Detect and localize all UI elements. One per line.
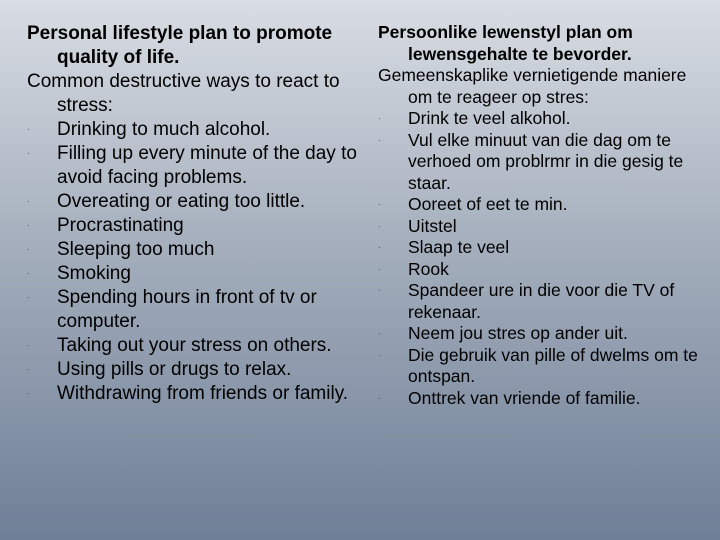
list-item: · Procrastinating (27, 215, 184, 236)
list-item: · Slaap te veel (378, 237, 510, 257)
bullet-icon: · (27, 365, 30, 374)
english-list (27, 118, 357, 406)
afrikaans-heading: Persoonlike lewenstyl plan om lewensgehalte te bevorder. (378, 22, 633, 64)
english-column (27, 22, 357, 406)
list-item: · Overeating or eating too little. (27, 191, 306, 212)
list-item: · Using pills or drugs to relax. (27, 359, 292, 380)
bullet-icon: · (27, 341, 30, 350)
bullet-icon: · (378, 114, 381, 123)
afrikaans-column (378, 22, 713, 409)
english-heading: Personal lifestyle plan to promote quality of life. (27, 23, 333, 68)
list-item: · Onttrek van vriende of familie. (378, 387, 641, 408)
list-item: · Drinking to much alcohol. (27, 119, 271, 140)
bullet-icon: · (378, 200, 381, 209)
bullet-icon: · (378, 221, 381, 231)
bullet-icon: · (27, 149, 30, 158)
list-item: · Vul elke minuut van die dag om te verhoed om problrmr in die gesig te staar. (378, 129, 684, 193)
list-item: · Filling up every minute of the day to avoid facing problems. (27, 143, 357, 188)
list-item: · Die gebruik van pille of dwelms om te ontspan. (378, 344, 698, 386)
bullet-icon: · (27, 125, 30, 134)
bullet-icon: · (27, 245, 30, 254)
list-item: · Sleeping too much (27, 239, 215, 260)
list-item: · Rook (378, 258, 449, 279)
bullet-icon: · (378, 243, 381, 252)
bullet-icon: · (378, 350, 381, 360)
bullet-icon: · (27, 389, 30, 398)
list-item: · Spending hours in front of tv or computer. (27, 287, 317, 332)
bullet-icon: · (27, 221, 30, 230)
list-item: · Neem jou stres op ander uit. (378, 323, 628, 343)
bullet-icon: · (378, 329, 381, 338)
bullet-icon: · (378, 286, 381, 295)
list-item: · Smoking (27, 263, 131, 284)
english-intro: Common destructive ways to react to stress: (27, 71, 340, 116)
bullet-icon: · (27, 269, 30, 278)
bullet-icon: · (378, 135, 381, 145)
list-item: · Taking out your stress on others. (27, 335, 332, 356)
bullet-icon: · (378, 264, 381, 274)
bullet-icon: · (27, 197, 30, 206)
bullet-icon: · (27, 293, 30, 302)
list-item: · Spandeer ure in die voor die TV of rekenaar. (378, 280, 675, 322)
list-item: · Drink te veel alkohol. (378, 108, 571, 128)
afrikaans-list (378, 108, 713, 409)
list-item: · Ooreet of eet te min. (378, 194, 568, 214)
bullet-icon: · (378, 393, 381, 403)
afrikaans-intro: Gemeenskaplike vernietigende maniere om te reageer op stres: (378, 65, 687, 107)
list-item: · Uitstel (378, 215, 457, 236)
list-item: · Withdrawing from friends or family. (27, 383, 349, 404)
